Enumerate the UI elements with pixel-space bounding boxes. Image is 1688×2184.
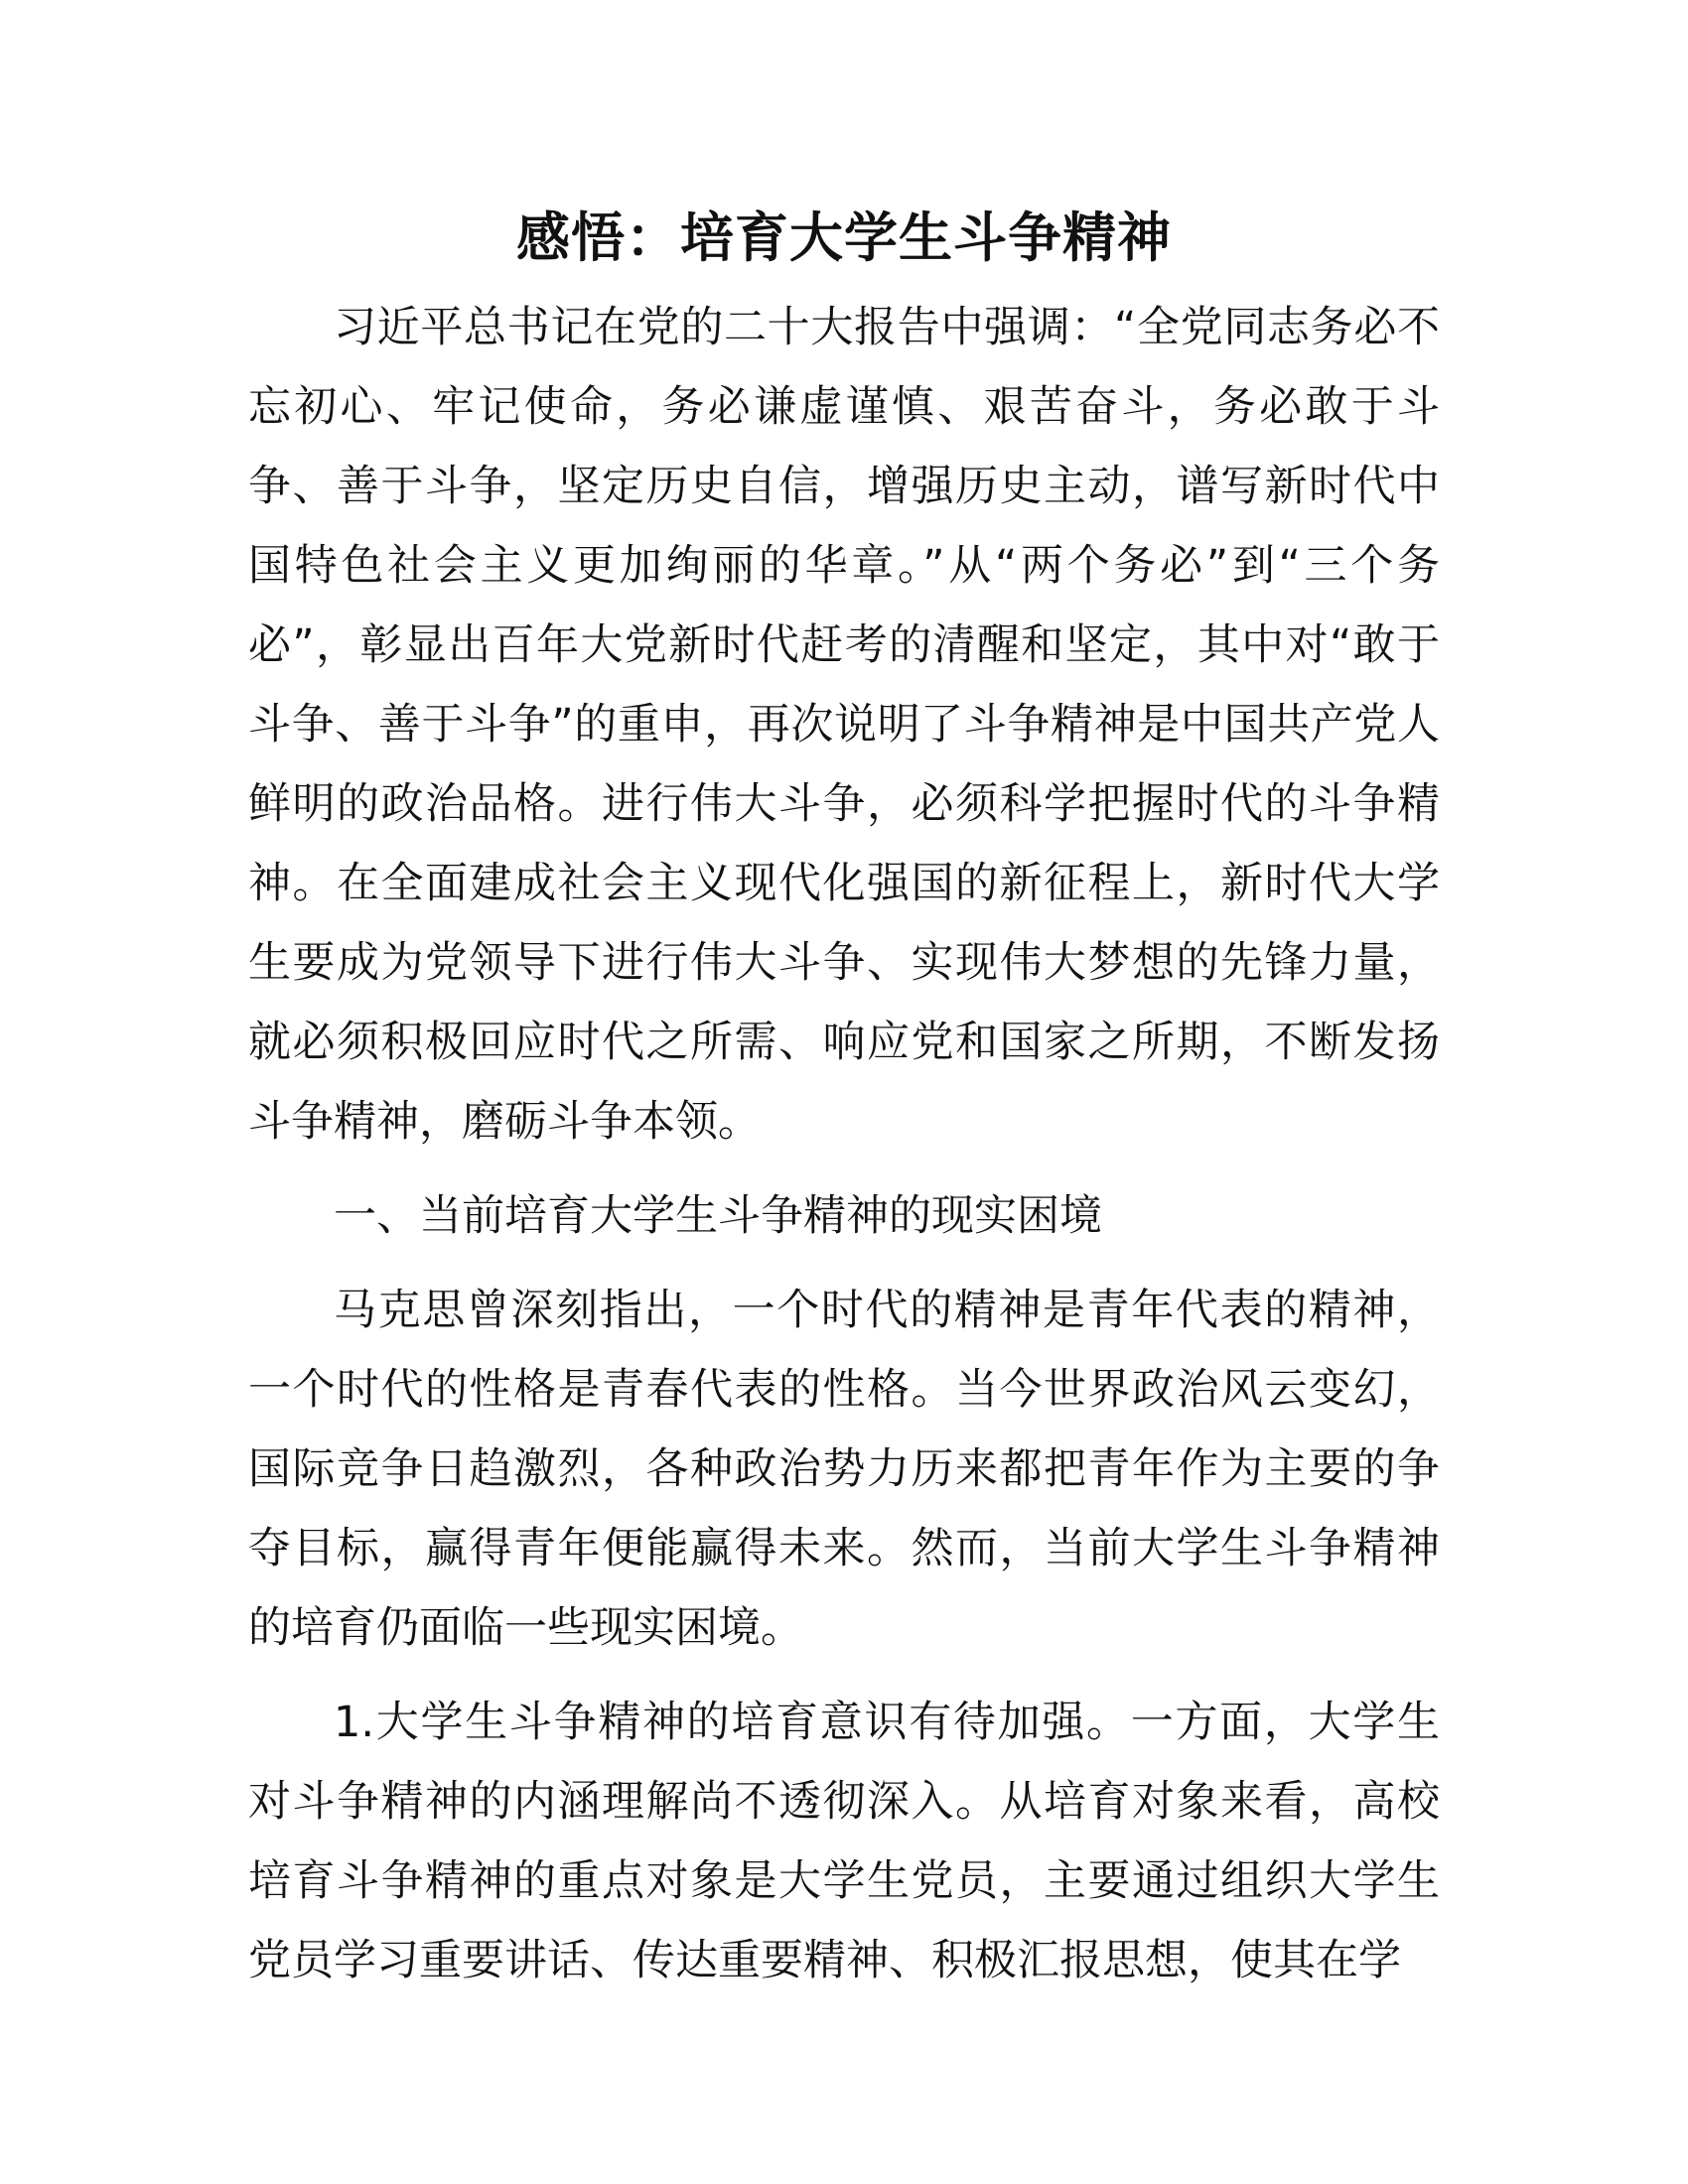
section-heading: 一、当前培育大学生斗争精神的现实困境 bbox=[334, 1191, 1102, 1241]
body-paragraph: 1.大学生斗争精神的培育意识有待加强。一方面，大学生对斗争精神的内涵理解尚不透彻深入。从培育对象来看，高校培育斗争精神的重点对象是大学生党员，主要通过组织大学生党员学习重要讲话、传达重要精神、积极汇报思想，使其在学 bbox=[248, 1698, 1440, 1985]
document-page bbox=[248, 199, 1440, 2015]
document-title: 感悟：培育大学生斗争精神 bbox=[516, 206, 1172, 269]
body-paragraph: 马克思曾深刻指出，一个时代的精神是青年代表的精神，一个时代的性格是青春代表的性格。当今世界政治风云变幻，国际竞争日趋激烈，各种政治势力历来都把青年作为主要的争夺目标，赢得青年便能赢得未来。然而，当前大学生斗争精神的培育仍面临一些现实困境。 bbox=[248, 1286, 1440, 1653]
intro-paragraph: 习近平总书记在党的二十大报告中强调：“全党同志务必不忘初心、牢记使命，务必谦虚谨慎、艰苦奋斗，务必敢于斗争、善于斗争，坚定历史自信，增强历史主动，谱写新时代中国特色社会主义更加绚丽的华章。”从“两个务必”到“三个务必”，彰显出百年大党新时代赶考的清醒和坚定，其中对“敢于斗争、善于斗争”的重申，再次说明了斗争精神是中国共产党人鲜明的政治品格。进行伟大斗争，必须科学把握时代的斗争精神。在全面建成社会主义现代化强国的新征程上，新时代大学生要成为党领导下进行伟大斗争、实现伟大梦想的先锋力量，就必须积极回应时代之所需、响应党和国家之所期，不断发扬斗争精神，磨砺斗争本领。 bbox=[248, 303, 1440, 1147]
